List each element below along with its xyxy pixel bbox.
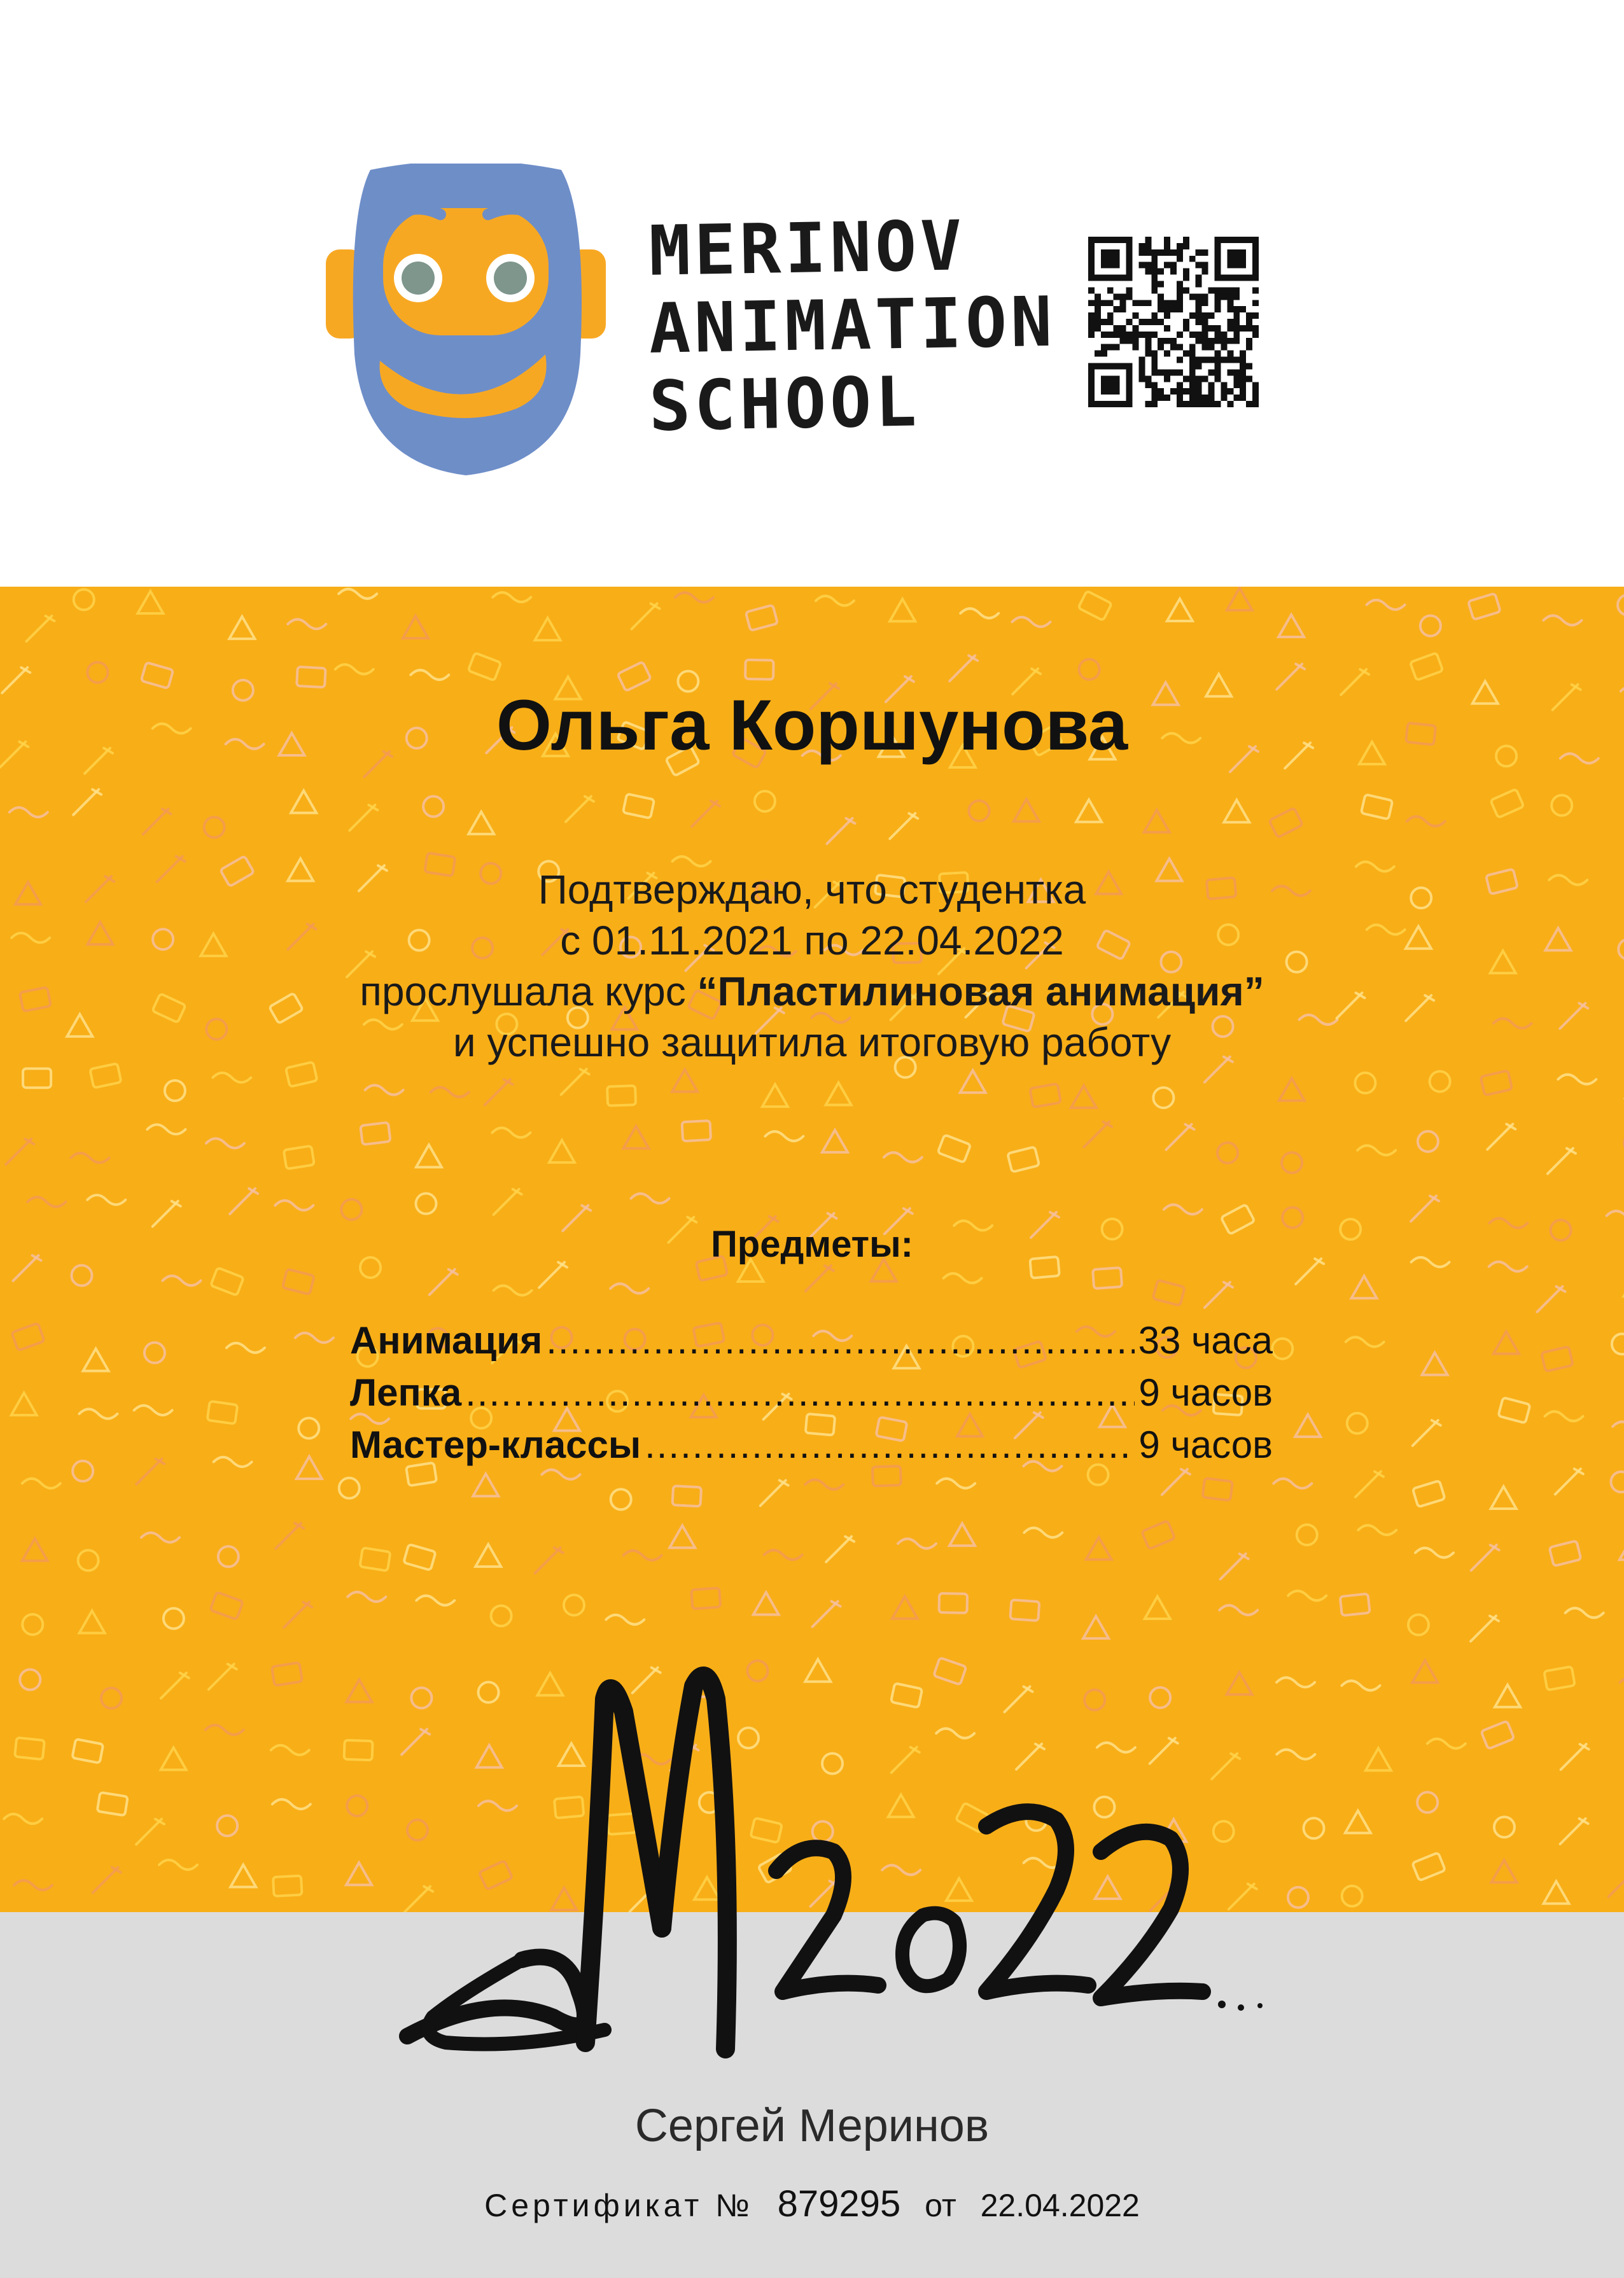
certificate-date: 22.04.2022 bbox=[980, 2188, 1140, 2223]
subject-row bbox=[350, 1318, 1273, 1371]
dot-leader bbox=[645, 1423, 1135, 1467]
wordmark-line: MERINOV bbox=[648, 206, 967, 291]
dot-leader bbox=[465, 1371, 1135, 1415]
subject-name: Мастер-классы bbox=[350, 1423, 641, 1466]
subject-row bbox=[350, 1423, 1273, 1475]
statement-line: и успешно защитила итоговую работу bbox=[452, 1019, 1172, 1065]
subject-hours: 9 часов bbox=[1138, 1371, 1273, 1414]
subjects-list bbox=[350, 1318, 1273, 1475]
school-mascot-logo bbox=[326, 164, 606, 482]
school-wordmark bbox=[648, 206, 1057, 447]
certificate-label: Сертификат № bbox=[484, 2188, 753, 2223]
statement-line: Подтверждаю, что студентка bbox=[538, 867, 1086, 912]
director-name: Сергей Меринов bbox=[634, 2100, 990, 2151]
wordmark-line: ANIMATION bbox=[648, 282, 1057, 369]
subject-name: Лепка bbox=[350, 1371, 462, 1414]
subjects-title: Предметы: bbox=[711, 1224, 913, 1265]
director-signature bbox=[395, 1661, 1285, 2068]
certificate-header bbox=[0, 0, 1624, 587]
subject-hours: 9 часов bbox=[1138, 1423, 1273, 1466]
subject-hours: 33 часа bbox=[1138, 1319, 1273, 1362]
course-name: “Пластилиновая анимация” bbox=[697, 968, 1264, 1014]
certificate-number: 879295 bbox=[777, 2183, 901, 2225]
statement-course-line bbox=[0, 966, 1624, 1017]
subject-row bbox=[350, 1371, 1273, 1423]
dot-leader bbox=[546, 1318, 1134, 1362]
statement-dates: с 01.11.2021 по 22.04.2022 bbox=[560, 918, 1064, 963]
qr-code-icon bbox=[1088, 237, 1259, 407]
subject-name: Анимация bbox=[350, 1319, 543, 1362]
statement-course-prefix: прослушала курс bbox=[360, 968, 697, 1014]
certificate-info bbox=[0, 2183, 1624, 2225]
date-label: от bbox=[925, 2188, 956, 2223]
student-name: Ольга Коршунова bbox=[496, 685, 1128, 765]
wordmark-line: SCHOOL bbox=[648, 362, 921, 447]
